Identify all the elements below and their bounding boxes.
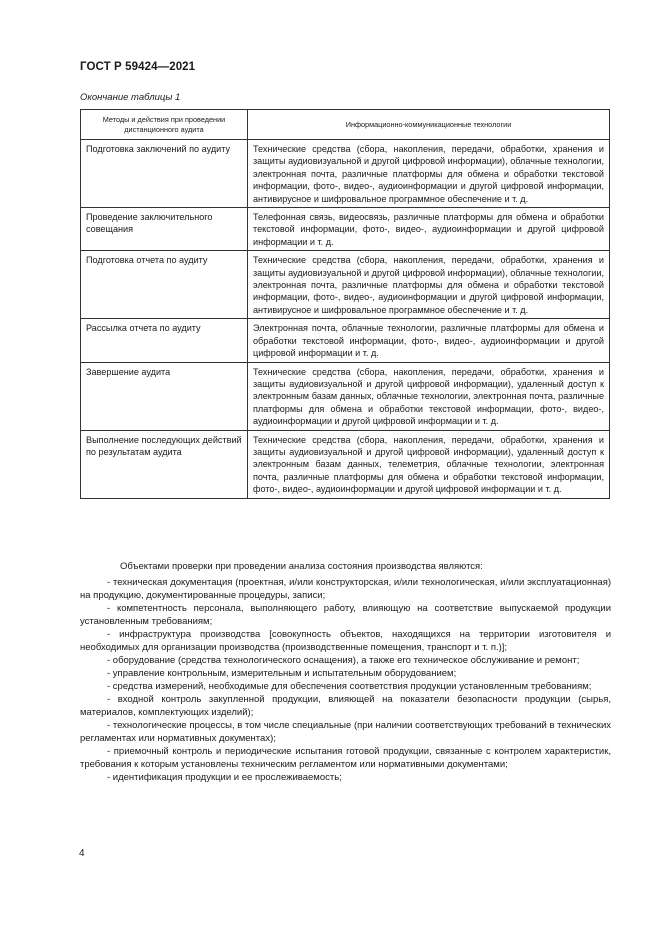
table-row	[81, 251, 610, 319]
table-row	[81, 430, 610, 498]
list-item: - идентификация продукции и ее прослеживаемость;	[107, 772, 342, 783]
list-item: - средства измерений, необходимые для обеспечения соответствия продукции установленным требованиям;	[107, 681, 592, 692]
technology-cell: Технические средства (сбора, накопления, передачи, обработки, хранения и защиты аудиовизуальной и другой цифровой информации), удаленный доступ к электронным базам данных, телеметрия, облачные технологии, электронная почта, различные платформы для обмена и обработки текстовой информации, фото-, видео-, аудиоинформации и другой цифровой информации и т. д.	[248, 430, 610, 498]
table-row	[81, 362, 610, 430]
technology-cell: Технические средства (сбора, накопления, передачи, обработки, хранения и защиты аудиовизуальной и другой цифровой информации), облачные технологии, электронная почта, различные платформы для обмена и обработки текстовой информации, фото-, видео-, аудиоинформации и другой цифровой информации, антивирусное и шифровальное программное обеспечение и т. д.	[248, 140, 610, 208]
list-item: - управление контрольным, измерительным и испытательным оборудованием;	[107, 668, 457, 679]
technology-cell: Технические средства (сбора, накопления, передачи, обработки, хранения и защиты аудиовизуальной и другой цифровой информации), удаленный доступ к электронным базам данных, облачные технологии, электронная почта, различные платформы для обмена и обработки текстовой информации, фото-, видео-, аудиоинформации и другой цифровой информации и т. д.	[248, 362, 610, 430]
table-header-row	[81, 110, 610, 140]
technology-cell: Телефонная связь, видеосвязь, различные платформы для обмена и обработки текстовой информации, фото-, видео-, аудиоинформации и другой цифровой информации и т. д.	[248, 208, 610, 251]
column-header-methods: Методы и действия при проведении дистанционного аудита	[81, 110, 248, 140]
list-item: - компетентность персонала, выполняющего работу, влияющую на соответствие выпускаемой продукции установленным требованиям;	[80, 603, 611, 627]
list-item: - оборудование (средства технологического оснащения), а также его техническое обслуживание и ремонт;	[107, 655, 580, 666]
page-number: 4	[79, 848, 85, 859]
method-cell: Выполнение последующих действий по результатам аудита	[81, 430, 248, 498]
methods-table	[80, 109, 610, 499]
table-row	[81, 319, 610, 362]
list-item: - инфраструктура производства [совокупность объектов, находящихся на территории изготовителя и необходимых для организации производства (производственные помещения, транспорт и т. п.)];	[80, 629, 611, 653]
table-row	[81, 208, 610, 251]
body-text	[80, 560, 611, 784]
method-cell: Рассылка отчета по аудиту	[81, 319, 248, 362]
method-cell: Проведение заключительного совещания	[81, 208, 248, 251]
list-item: - входной контроль закупленной продукции, влияющей на показатели безопасности продукции (сырья, материалов, комплектующих изделий);	[80, 694, 611, 718]
technology-cell: Электронная почта, облачные технологии, различные платформы для обмена и обработки текстовой информации, фото-, видео-, аудиоинформации и другой цифровой информации и т. д.	[248, 319, 610, 362]
method-cell: Подготовка заключений по аудиту	[81, 140, 248, 208]
table-row	[81, 140, 610, 208]
list-item: - приемочный контроль и периодические испытания готовой продукции, связанные с контролем характеристик, требования к которым установлены техническим регламентом или нормативными документами;	[80, 746, 611, 770]
method-cell: Подготовка отчета по аудиту	[81, 251, 248, 319]
table-caption: Окончание таблицы 1	[80, 92, 181, 103]
method-cell: Завершение аудита	[81, 362, 248, 430]
column-header-technologies: Информационно-коммуникационные технологии	[248, 110, 610, 140]
technology-cell: Технические средства (сбора, накопления, передачи, обработки, хранения и защиты аудиовизуальной и другой цифровой информации), облачные технологии, электронная почта, различные платформы для обмена и обработки текстовой информации, фото-, видео-, аудиоинформации и другой цифровой информации, антивирусное и шифровальное программное обеспечение и т. д.	[248, 251, 610, 319]
list-item: - технологические процессы, в том числе специальные (при наличии соответствующих требований в технических регламентах или нормативных документах);	[80, 720, 611, 744]
intro-paragraph: Объектами проверки при проведении анализа состояния производства являются:	[120, 561, 483, 572]
list-item: - техническая документация (проектная, и/или конструкторская, и/или технологическая, и/или эксплуатационная) на продукцию, документированные процедуры, записи;	[80, 577, 611, 601]
document-header: ГОСТ Р 59424—2021	[80, 61, 196, 73]
